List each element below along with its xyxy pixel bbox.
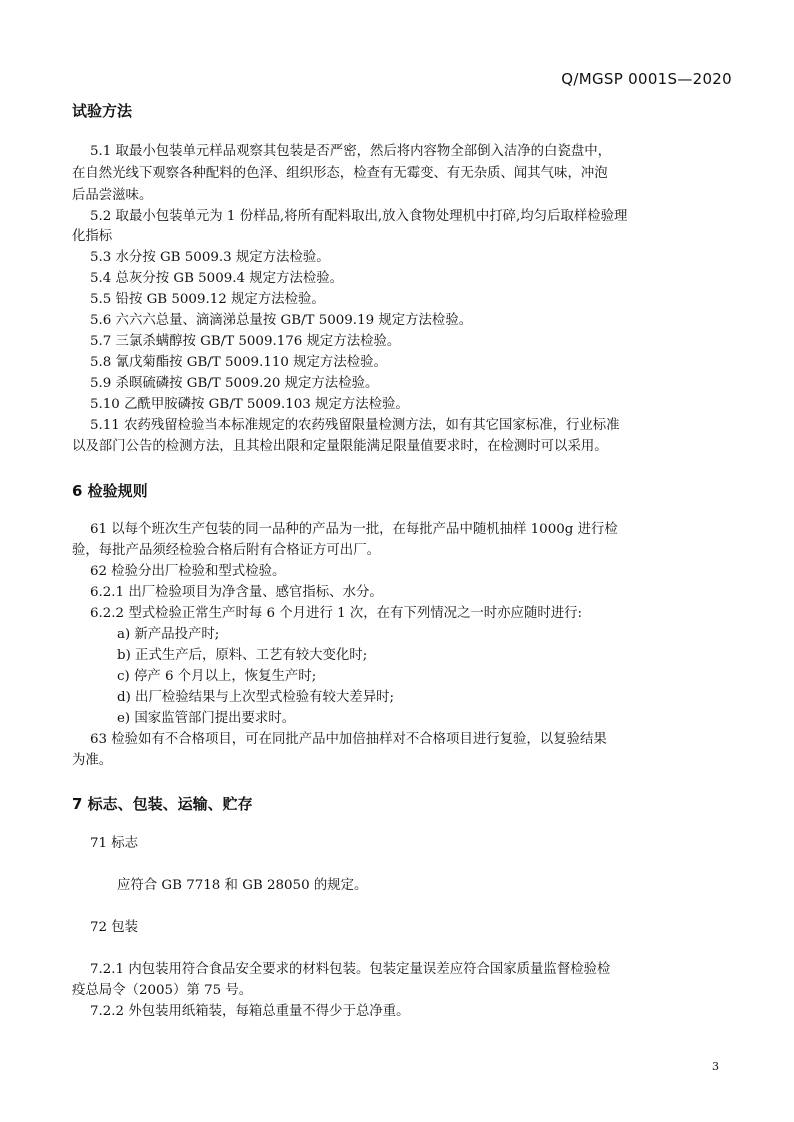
text-line: 5.5 铅按 GB 5009.12 规定方法检验。 xyxy=(90,292,325,307)
text-line: 5.10 乙酰甲胺磷按 GB/T 5009.103 规定方法检验。 xyxy=(90,397,409,412)
list-item: b) 正式生产后，原料、工艺有较大变化时; xyxy=(117,648,368,663)
section-title-marking-packaging: 7 标志、包装、运输、贮存 xyxy=(72,795,253,813)
text-line: 5.2 取最小包装单元为 1 份样品,将所有配料取出,放入食物处理机中打碎,均匀后取样检验理 xyxy=(90,209,628,224)
text-line: 72 包装 xyxy=(90,920,139,935)
text-line: 62 检验分出厂检验和型式检验。 xyxy=(90,564,286,579)
list-item: d) 出厂检验结果与上次型式检验有较大差异时; xyxy=(117,690,394,705)
text-line: 5.8 氰戊菊酯按 GB/T 5009.110 规定方法检验。 xyxy=(90,355,387,370)
text-line: 63 检验如有不合格项目，可在同批产品中加倍抽样对不合格项目进行复验，以复验结果 xyxy=(90,732,607,747)
text-line: 61 以每个班次生产包装的同一品种的产品为一批，在每批产品中随机抽样 1000g 进行检 xyxy=(90,522,618,537)
text-line: 疫总局令（2005）第 75 号。 xyxy=(72,983,253,998)
section-title-inspection-rules: 6 检验规则 xyxy=(72,482,148,500)
text-line: 71 标志 xyxy=(90,836,139,851)
doc-code: Q/MGSP 0001S—2020 xyxy=(561,70,732,88)
text-line: 在自然光线下观察各种配料的色泽、组织形态，检查有无霉变、有无杂质、闻其气味，冲泡 xyxy=(72,166,608,181)
text-line: 化指标 xyxy=(72,229,113,244)
text-line: 5.3 水分按 GB 5009.3 规定方法检验。 xyxy=(90,250,330,265)
text-line: 为准。 xyxy=(72,753,113,768)
list-item: a) 新产品投产时; xyxy=(117,627,220,642)
text-line: 5.9 杀暝硫磷按 GB/T 5009.20 规定方法检验。 xyxy=(90,376,379,391)
page-number: 3 xyxy=(712,1060,719,1073)
section-title-test-methods: 试验方法 xyxy=(72,102,133,120)
text-line: 5.6 六六六总量、滴滴涕总量按 GB/T 5009.19 规定方法检验。 xyxy=(90,313,473,328)
text-line: 应符合 GB 7718 和 GB 28050 的规定。 xyxy=(117,878,368,893)
list-item: e) 国家监管部门提出要求时。 xyxy=(117,711,296,726)
text-line: 5.4 总灰分按 GB 5009.4 规定方法检验。 xyxy=(90,271,344,286)
text-line: 5.7 三氯杀螨醇按 GB/T 5009.176 规定方法检验。 xyxy=(90,334,401,349)
text-line: 6.2.1 出厂检验项目为净含量、感官指标、水分。 xyxy=(90,585,383,600)
text-line: 验，每批产品须经检验合格后附有合格证方可出厂。 xyxy=(72,543,380,558)
text-line: 7.2.1 内包装用符合食品安全要求的材料包装。包装定量误差应符合国家质量监督检验检 xyxy=(90,962,611,977)
text-line: 5.1 取最小包装单元样品观察其包装是否严密，然后将内容物全部倒入洁净的白瓷盘中， xyxy=(90,144,612,159)
text-line: 7.2.2 外包装用纸箱装，每箱总重量不得少于总净重。 xyxy=(90,1004,410,1019)
text-line: 以及部门公告的检测方法，且其检出限和定量限能满足限量值要求时，在检测时可以采用。 xyxy=(72,439,608,454)
text-line: 6.2.2 型式检验正常生产时每 6 个月进行 1 次，在有下列情况之一时亦应随时进行: xyxy=(90,606,583,621)
list-item: c) 停产 6 个月以上，恢复生产时; xyxy=(117,669,317,684)
text-line: 5.11 农药残留检验当本标准规定的农药残留限量检测方法，如有其它国家标准，行业标准 xyxy=(90,418,620,433)
text-line: 后品尝滋味。 xyxy=(72,188,153,203)
